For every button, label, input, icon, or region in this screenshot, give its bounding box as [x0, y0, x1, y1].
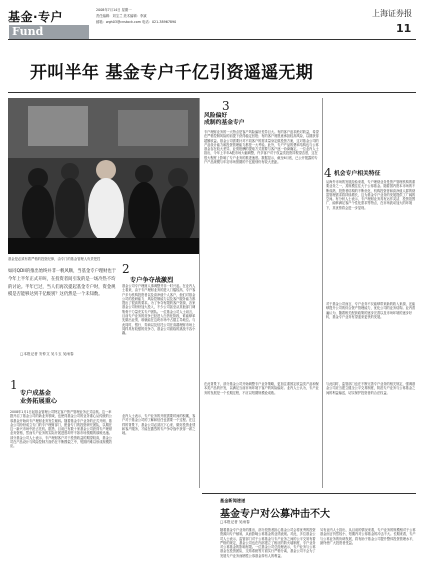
- section-2-body-2: 业内人士表示，专户业务的开展需要时间的积累，客户对于基金公司的了解和信任也需要一个过程。在这样的背景下，基金公司必须沉下心来，做好投资业绩和客户服务，才能在激烈的专户争夺战中获得一席之地。: [122, 414, 196, 436]
- section-1-heading: 专户成基金 业务拓展重心: [20, 390, 58, 405]
- bottom-article-kicker: 基金新闻速递: [220, 498, 246, 503]
- section-4-body: 从海外市场的发展经验来看，专户理财业务是资产管理机构的重要业务之一，其规模往往大于公募基金。随着国内资本市场的不断成熟，投资者结构的不断优化，机构投资者和高净值人群的财富管理需求将持续增长，这为基金专户业务的发展提供了广阔的空间。有分析人士表示，专户理财业务具有运作灵活、投资范围广、能够满足客户个性化需求等特点，在市场波动加大的环境下，其优势将会进一步显现。: [326, 180, 416, 210]
- section-3-body: 专户理财业务的一大特点是客户风险偏好差异巨大。有的客户追求绝对收益，希望在严格控制风险的前提下获得稳定回报；有的客户则愿意承担较高风险，以期获得超额收益。基金公司需要针对不同客户的需求量身定做投资方案，这对基金公司的产品设计能力和投资管理能力都是一大考验。此外，专户产品的费率结构也与公募基金存在较大差异，业绩报酬的提取方式需要与客户逐一协商确定。一位业内人士指出，今年上半年A股市场大幅调整，许多客户对于权益类投资持观望态度，这在很大程度上影响了专户业务的推进速度。数据显示，截至6月底，已公开披露的专户产品规模与年初市场预期的千亿级别仍有较大差距。: [204, 130, 319, 165]
- section-1-number: 1: [10, 378, 18, 392]
- section-3-heading: 风险偏好 成制约基金专户: [204, 113, 245, 127]
- section-4-body-2: 对于基金公司而言，专户业务不仅能够带来新的收入来源，还能够提升公司的综合资产管理能力，优化公司的业务结构。业内普遍认为，随着相关配套政策的逐步完善以及市场环境的逐步好转，基金专户业务有望迎来更快的发展。: [326, 302, 416, 319]
- editor-line: 责任编辑：刘宝兰 美术编辑：李斌: [96, 14, 147, 18]
- headline: 开叫半年 基金专户千亿引资遥遥无期: [30, 63, 314, 83]
- bottom-article-byline: □本报记者 吴雨春: [220, 520, 250, 524]
- section-title: 基金·专户: [8, 10, 64, 24]
- headline-rule: [8, 92, 416, 93]
- page-number: 11: [396, 22, 412, 35]
- photo-caption: 基金是必须有着严格的投资纪律，由专门的基金管理人负责把控: [8, 257, 101, 261]
- section-1-body: 2008年1月1日起基金管理公司特定客户资产管理业务正式启航。这一举措开启了基金公司的新业务领域，也使得基金公司的业务重心从传统的公募基金开始向专户理财业务发生倾斜。随着基金专户业务的正式开闸，基金公司纷纷成立专门的专户理财部门，配备专门的投资研究团队，以期在这一新兴市场中抢占先机。据悉，目前已有数十家基金公司获得专户理财业务资格，然而专户业务的实际开展进度却并不如市场预期的那般迅速。部分基金公司人士表示，专户理财客户对于投资收益的期望较高，基金公司在产品设计与风险控制方面仍在不断摸索之中，短期内难以形成规模效应。: [10, 410, 112, 449]
- lead-byline: □本报记者 安仲文 吴斗玉 吴雨春: [20, 352, 74, 356]
- bottom-article-rule: [202, 493, 416, 494]
- section-4-heading: 机会专户相关特征: [334, 171, 381, 177]
- news-photo: [8, 98, 200, 254]
- column-divider: [199, 98, 200, 488]
- lead-text: 如同QDII的推出始终并非一帆风顺，当基金专户理财也于今年上半年正式开叫，在投资者间引发的是一场冷热不均的讨论。半年已过，当人们再次提起基金专户时，资金规模是否能够达到千亿级别？这仍然是一个未知数。: [8, 269, 117, 298]
- section-3-body-2: 在此背景下，部分基金公司开始调整专户业务策略，更加注重固定收益类产品和保本类产品的开发，以满足当前市场环境下客户的风险偏好。业内人士认为，专户业务的发展是一个长期过程，不应以短期规模论成败。: [204, 382, 319, 395]
- email-line: 邮箱：wgh03@cnstock.com 电话：021-38967890: [96, 20, 177, 24]
- bottom-article-body-2: 另有业内人士指出，从目前的情况来看，专户业务的规模相对于公募基金而言仍然较小，短期内对公募基金的冲击不大。长期来看，专户与公募业务的协调发展，将有助于基金公司提升整体投资管理水平，最终使广大投资者受益。: [320, 528, 416, 545]
- edition-label: Fund: [12, 25, 44, 38]
- header-rule: [8, 39, 416, 40]
- column-divider-2: [322, 98, 323, 488]
- crowd-photo-image: [8, 98, 200, 254]
- section-2-number: 2: [122, 262, 130, 276]
- paper-name: 上海证券报: [372, 9, 412, 18]
- section-4-body-3: 与此同时，监管部门也在不断完善专户业务的相关规定，强调基金公司应当建立健全公平交易制度，防范专户业务与公募基金之间的利益输送，切实保护投资者的合法权益。: [326, 382, 416, 395]
- section-3-number: 3: [222, 99, 230, 113]
- bottom-article-body: 随着基金专户业务的推出，部分投资者担心基金公司会将优秀的投资资源向专户倾斜，从而影响公募基金的业绩表现。对此，多位基金公司人士表示，监管部门对于公募基金与专户业务之间的公平交易有着严格的规定，基金公司也在内部建立了相应的防火墙制度，专户业务对公募基金的影响有限。一位基金公司总经理表示，专户业务与公募基金在投资团队、交易系统等方面实行严格分离，基金公司不会为了发展专户业务而牺牲公募基金持有人的利益。: [220, 528, 316, 558]
- section-4-number: 4: [324, 166, 332, 180]
- bottom-article-title: 基金专户对公募冲击不大: [220, 509, 330, 520]
- section-2-body: 基金公司专户理财人事调整并非一时兴起。在业内人士看来，由于专户理财业务的进入门槛较高，专户客户多为机构投资者以及高净值个人客户，他们对基金公司的投研能力、风险控制能力以及客户服务能力都提出了很高的要求。为了争夺有限的客户资源，各家基金公司纷纷加大投入，不少公司甚至从其他部门调集骨干力量充实专户团队。一位基金公司人士坦言，目前专户业务的竞争已经进入白热化阶段，谁能够率先做出业绩，谁就能在这块市场中占据主导地位。与此同时，银行、券商以及信托公司在高端理财市场上同样具有较强的竞争力，基金公司面临的挑战不容小觑。: [122, 284, 196, 336]
- section-2-heading: 专户争夺战激烈: [130, 277, 174, 284]
- date-line: 2008年7月14日 星期一: [96, 8, 132, 12]
